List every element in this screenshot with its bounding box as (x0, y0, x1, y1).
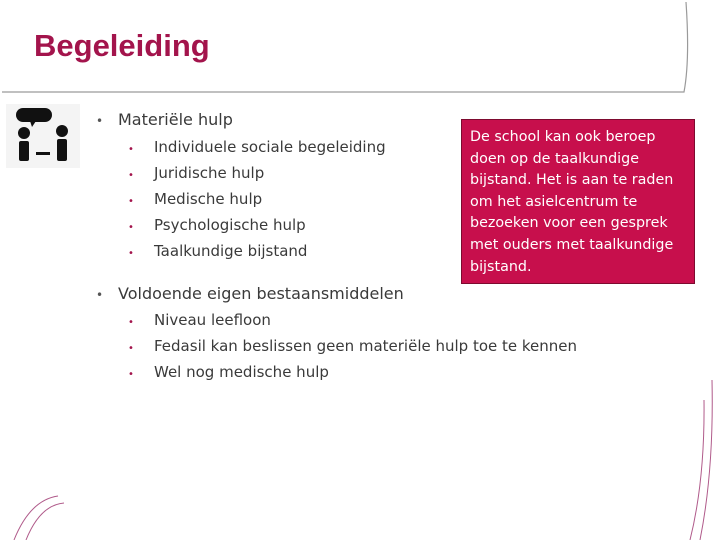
sub-bullet-label: Juridische hulp (154, 164, 265, 182)
callout-text: De school kan ook beroep doen op de taalkundige bijstand. Het is aan te raden om het asielcentrum te bezoeken voor een gesprek met ouders met taalkundige bijstand. (470, 129, 674, 275)
sub-bullet-label: Medische hulp (154, 190, 263, 208)
sub-bullet-item (128, 216, 306, 234)
slide-title: Begeleiding (34, 28, 210, 63)
sub-bullet-item (128, 363, 329, 381)
bullet-dot: • (128, 343, 134, 354)
bullet-dot: • (128, 369, 134, 380)
sub-bullet-item (128, 242, 307, 260)
bullet-item (96, 110, 233, 129)
bullet-dot: • (128, 144, 134, 155)
people-conversation-icon (6, 104, 80, 168)
bullet-dot: • (128, 222, 134, 233)
callout-box (461, 119, 695, 284)
sub-bullet-label: Niveau leefloon (154, 311, 271, 329)
bullet-label: Materiële hulp (118, 110, 233, 129)
sub-bullet-item (128, 337, 577, 355)
sub-bullet-label: Individuele sociale begeleiding (154, 138, 386, 156)
sub-bullet-label: Psychologische hulp (154, 216, 306, 234)
bullet-label: Voldoende eigen bestaansmiddelen (118, 284, 404, 303)
sub-bullet-item (128, 311, 271, 329)
sub-bullet-label: Fedasil kan beslissen geen materiële hulp toe te kennen (154, 337, 578, 355)
sub-bullet-item (128, 190, 262, 208)
sub-bullet-item (128, 138, 386, 156)
bullet-dot: • (128, 248, 134, 259)
sub-bullet-item (128, 164, 264, 182)
bullet-item (96, 284, 404, 303)
bullet-dot: • (96, 288, 104, 302)
bullet-dot: • (128, 196, 134, 207)
sub-bullet-label: Taalkundige bijstand (154, 242, 308, 260)
sub-bullet-label: Wel nog medische hulp (154, 363, 329, 381)
bullet-dot: • (96, 114, 104, 128)
bullet-dot: • (128, 317, 134, 328)
bullet-dot: • (128, 170, 134, 181)
